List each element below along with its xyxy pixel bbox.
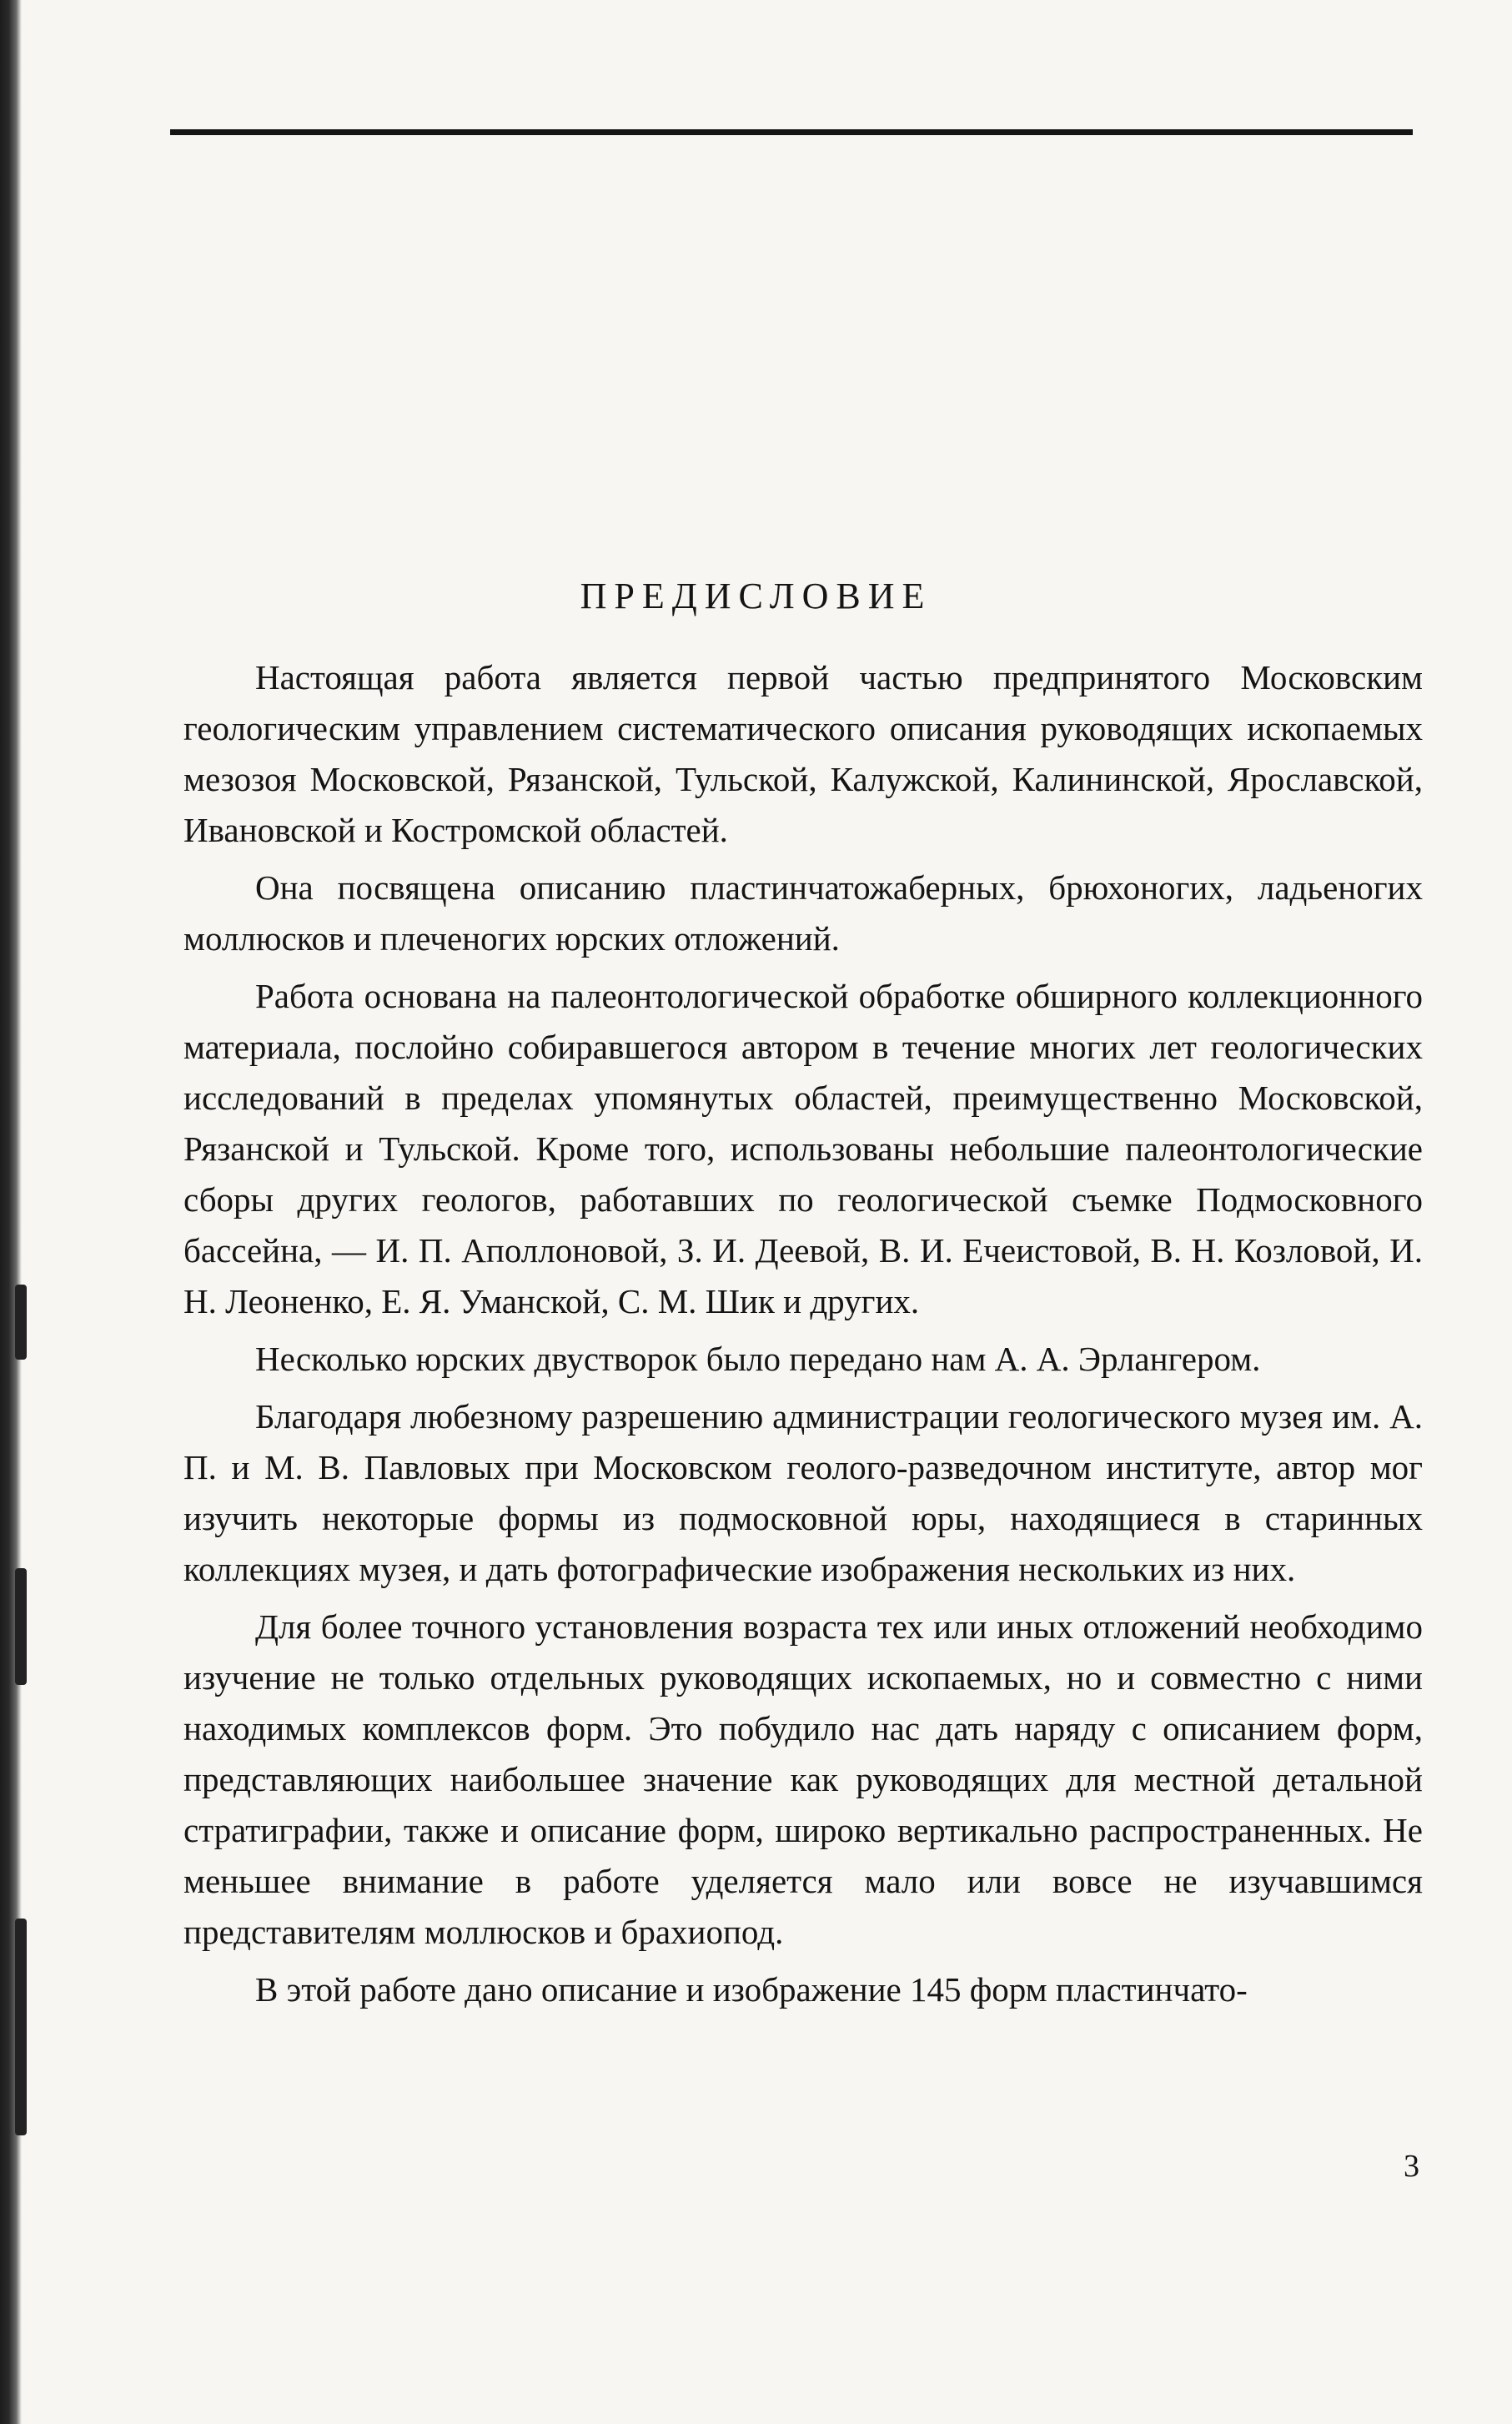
paragraph: Настоящая работа является первой частью предпринятого Московским геологическим управлением систематического описания руководящих ископаемых мезозоя Московской, Рязанской, Тульской, Калужской, Калининской, Ярославской, Ивановской и Костромской областей.	[183, 658, 1423, 849]
paragraph: Она посвящена описанию пластинчатожаберных, брюхоногих, ладьеногих моллюсков и плеченогих юрских отложений.	[183, 868, 1423, 958]
paragraph: Работа основана на палеонтологической обработке обширного коллекционного материала, послойно собиравшегося автором в течение многих лет геологических исследований в пределах упомянутых областей, преимущественно Московской, Рязанской и Тульской. Кроме того, использованы небольшие палеонтологические сборы других геологов, работавших по геологической съемке Подмосковного бассейна, — И. П. Аполлоновой, З. И. Деевой, В. И. Ечеистовой, В. Н. Козловой, И. Н. Леоненко, Е. Я. Уманской, С. М. Шик и других.	[183, 977, 1423, 1320]
paragraph: Благодаря любезному разрешению администрации геологического музея им. А. П. и М. В. Павловых при Московском геолого-разведочном институте, автор мог изучить некоторые формы из подмосковной юры, находящиеся в старинных коллекциях музея, и дать фотографические изображения нескольких из них.	[183, 1397, 1423, 1588]
body-text	[183, 652, 1423, 2022]
page-title: ПРЕДИСЛОВИЕ	[580, 576, 932, 616]
header-rule	[170, 129, 1413, 135]
page-number: 3	[1404, 2149, 1419, 2184]
paragraph: В этой работе дано описание и изображение 145 форм пластинчато-	[255, 1970, 1248, 2009]
paragraph: Несколько юрских двустворок было передано нам А. А. Эрлангером.	[255, 1340, 1261, 1378]
scan-smudge	[15, 1568, 27, 1685]
paragraph: Для более точного установления возраста тех или иных отложений необходимо изучение не только отдельных руководящих ископаемых, но и совместно с ними находимых комплексов форм. Это побудило нас дать наряду с описанием форм, представляющих наибольшее значение как руководящих для местной детальной стратиграфии, также и описание форм, широко вертикально распространенных. Не меньшее внимание в работе уделяется мало или вовсе не изучавшимся представителям моллюсков и брахиопод.	[183, 1607, 1423, 1951]
scan-smudge	[15, 1919, 27, 2135]
scan-smudge	[15, 1285, 27, 1360]
